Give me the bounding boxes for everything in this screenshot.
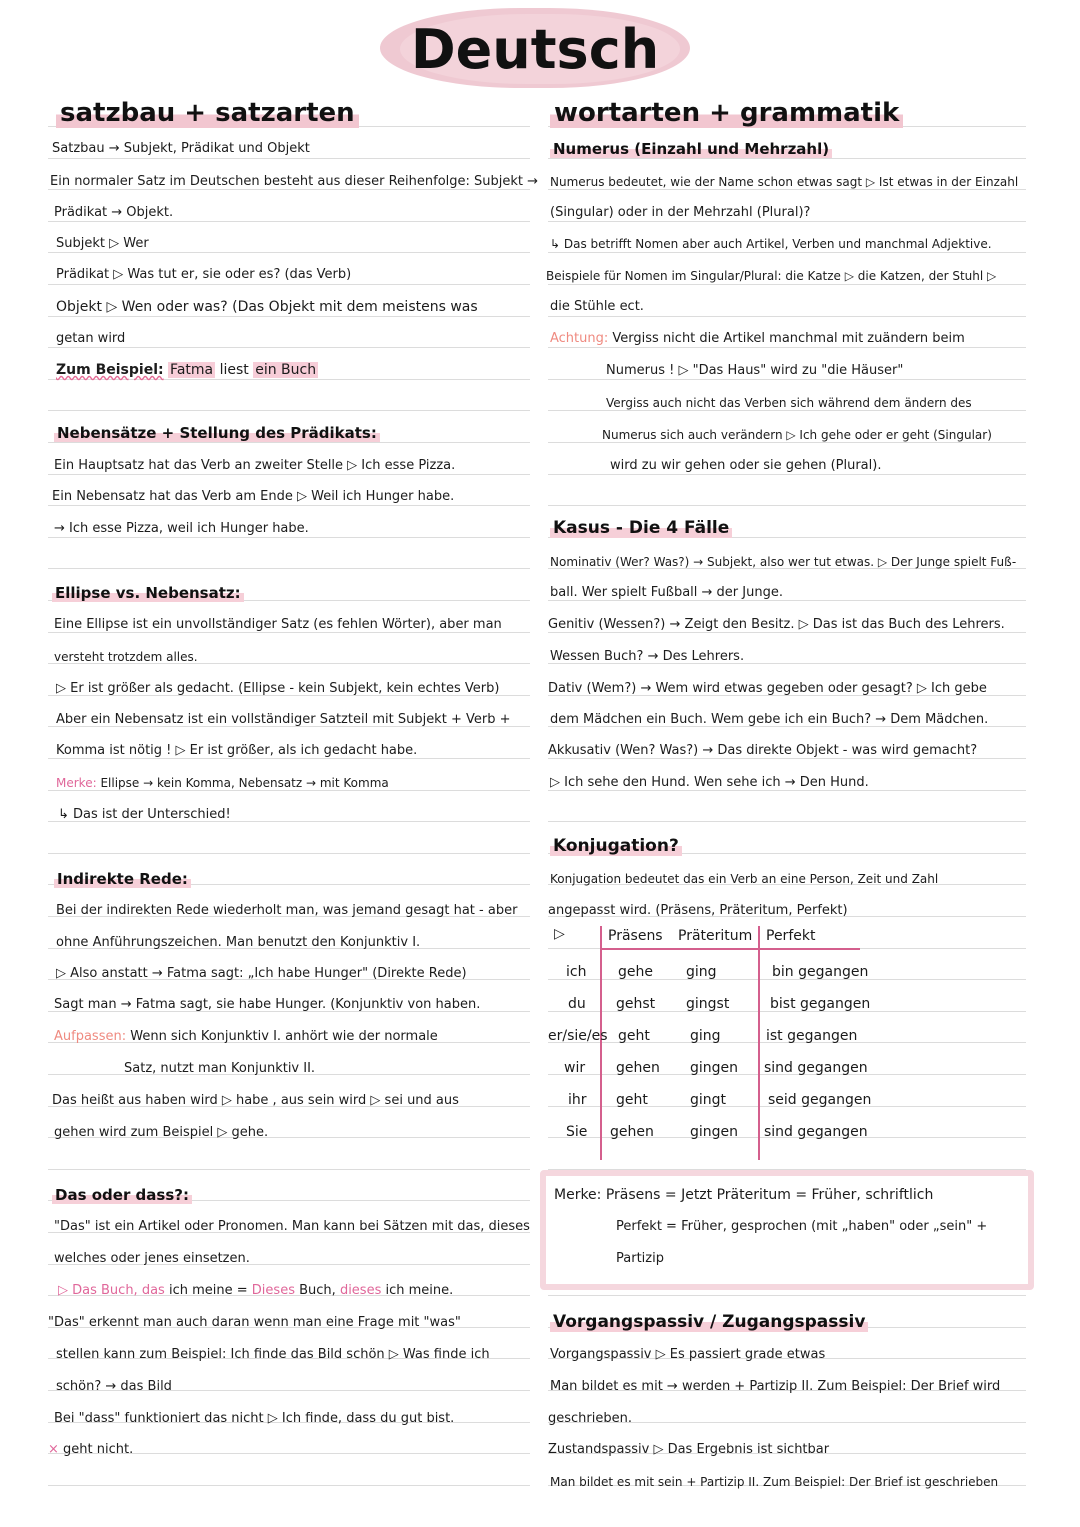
conjugation-table	[548, 926, 872, 1162]
row-praeteritum: gingt	[690, 1092, 727, 1108]
numerus-line-5: die Stühle ect.	[550, 299, 644, 314]
dass-example-a: ▷ Das Buch,	[58, 1283, 138, 1298]
ruled-line	[48, 316, 530, 317]
ellipse-line-2: versteht trotzdem alles.	[54, 650, 198, 664]
numerus-line-10: wird zu wir gehen oder sie gehen (Plural).	[610, 458, 882, 473]
merke-box-line-3: Partizip	[616, 1251, 664, 1266]
merke-text: Ellipse → kein Komma, Nebensatz → mit Komma	[100, 776, 389, 790]
das-dass-line-7: Bei "dass" funktioniert das nicht ▷ Ich finde, dass du gut bist.	[54, 1411, 455, 1426]
das-dass-title: Das oder dass?:	[52, 1186, 192, 1204]
ruled-line	[48, 568, 530, 569]
table-header-rule	[600, 948, 860, 950]
kasus-title: Kasus - Die 4 Fälle	[550, 518, 732, 538]
das-dass-line-3	[58, 1282, 453, 1300]
table-corner-triangle: ▷	[554, 926, 565, 942]
passiv-title: Vorgangspassiv / Zugangspassiv	[550, 1312, 868, 1332]
indirekte-line-2: ohne Anführungszeichen. Man benutzt den Konjunktiv I.	[56, 935, 421, 950]
table-header-praesens: Präsens	[608, 928, 663, 944]
row-person: du	[568, 996, 586, 1012]
ruled-line	[548, 1295, 1026, 1296]
row-person: ich	[566, 964, 587, 980]
kasus-line-7: Akkusativ (Wen? Was?) → Das direkte Objekt - was wird gemacht?	[548, 743, 978, 758]
ellipse-line-4: Aber ein Nebensatz ist ein vollständiger Satzteil mit Subjekt + Verb +	[56, 712, 511, 727]
ellipse-line-3: ▷ Er ist größer als gedacht. (Ellipse - kein Subjekt, kein echtes Verb)	[56, 681, 500, 696]
example-label: Zum Beispiel:	[56, 362, 164, 378]
cross-icon: ×	[48, 1442, 59, 1457]
row-person: Sie	[566, 1124, 588, 1140]
table-header-praeteritum: Präteritum	[678, 928, 753, 944]
numerus-line-4: Beispiele für Nomen im Singular/Plural: die Katze ▷ die Katzen, der Stuhl ▷	[546, 269, 997, 283]
dass-example-e: Buch,	[299, 1283, 336, 1298]
achtung-label: Achtung:	[550, 331, 609, 346]
merke-box-line-1	[554, 1186, 933, 1204]
left-column-heading: satzbau + satzarten	[56, 98, 359, 128]
nebensaetze-title: Nebensätze + Stellung des Prädikats:	[54, 424, 380, 442]
nebensaetze-line-3: → Ich esse Pizza, weil ich Hunger habe.	[54, 521, 309, 536]
ruled-line	[48, 442, 530, 443]
indirekte-line-6: Satz, nutzt man Konjunktiv II.	[124, 1061, 316, 1076]
passiv-line-5: Man bildet es mit sein + Partizip II. Zum Beispiel: Der Brief ist geschrieben	[550, 1475, 999, 1489]
numerus-line-3: ↳ Das betrifft Nomen aber auch Artikel, Verben und manchmal Adjektive.	[550, 237, 992, 251]
ruled-line	[48, 284, 530, 285]
row-perfekt: sind gegangen	[764, 1124, 868, 1140]
ellipse-title: Ellipse vs. Nebensatz:	[52, 584, 244, 602]
table-vertical-rule-2	[758, 926, 760, 1160]
satzbau-line-6: Objekt ▷ Wen oder was? (Das Objekt mit dem meistens was	[56, 299, 478, 315]
kasus-line-1: Nominativ (Wer? Was?) → Subjekt, also wer tut etwas. ▷ Der Junge spielt Fuß-	[550, 555, 1017, 569]
das-dass-line-1: "Das" ist ein Artikel oder Pronomen. Man kann bei Sätzen mit das, dieses	[54, 1219, 530, 1234]
row-praesens: gehe	[618, 964, 653, 980]
merke-box-line-2: Perfekt = Früher, gesprochen (mit „haben" oder „sein" +	[616, 1219, 988, 1234]
row-perfekt: sind gegangen	[764, 1060, 868, 1076]
das-dass-line-4: "Das" erkennt man auch daran wenn man eine Frage mit "was"	[48, 1315, 461, 1330]
row-praesens: geht	[618, 1028, 650, 1044]
kasus-line-4: Wessen Buch? → Des Lehrers.	[550, 649, 745, 664]
right-column-heading: wortarten + grammatik	[550, 98, 903, 128]
ruled-line	[48, 158, 530, 159]
satzbau-line-5: Prädikat ▷ Was tut er, sie oder es? (das Verb)	[56, 267, 352, 282]
satzbau-line-4: Subjekt ▷ Wer	[56, 236, 149, 251]
kasus-line-2: ball. Wer spielt Fußball → der Junge.	[550, 585, 783, 600]
das-dass-line-2: welches oder jenes einsetzen.	[54, 1251, 250, 1266]
satzbau-line-2: Ein normaler Satz im Deutschen besteht aus dieser Reihenfolge: Subjekt →	[50, 174, 539, 189]
row-praesens: gehen	[616, 1060, 660, 1076]
dass-example-c: ich meine =	[168, 1283, 248, 1298]
konjugation-line-2: angepasst wird. (Präsens, Präteritum, Perfekt)	[548, 903, 848, 918]
example-subject: Fatma	[170, 362, 214, 378]
satzbau-line-7: getan wird	[56, 331, 126, 346]
numerus-line-2: (Singular) oder in der Mehrzahl (Plural)?	[550, 205, 811, 220]
indirekte-line-3: ▷ Also anstatt → Fatma sagt: „Ich habe Hunger" (Direkte Rede)	[56, 966, 467, 981]
row-praesens: gehen	[610, 1124, 654, 1140]
row-perfekt: bin gegangen	[772, 964, 869, 980]
row-praeteritum: gingen	[690, 1124, 739, 1140]
dass-example-f: dieses	[339, 1283, 382, 1298]
satzbau-line-3: Prädikat → Objekt.	[54, 205, 174, 220]
das-dass-line-5: stellen kann zum Beispiel: Ich finde das Bild schön ▷ Was finde ich	[56, 1347, 490, 1362]
row-perfekt: seid gegangen	[768, 1092, 872, 1108]
ellipse-line-1: Eine Ellipse ist ein unvollständiger Satz (es fehlen Wörter), aber man	[54, 617, 502, 632]
indirekte-line-1: Bei der indirekten Rede wiederholt man, was jemand gesagt hat - aber	[56, 903, 518, 918]
row-person: er/sie/es	[548, 1028, 608, 1044]
kasus-line-3: Genitiv (Wessen?) → Zeigt den Besitz. ▷ Das ist das Buch des Lehrers.	[548, 617, 1005, 632]
row-praeteritum: ging	[686, 964, 717, 980]
page-title: Deutsch	[410, 18, 660, 81]
numerus-achtung	[550, 330, 965, 348]
row-praesens: geht	[616, 1092, 648, 1108]
passiv-line-2: Man bildet es mit → werden + Partizip II. Zum Beispiel: Der Brief wird	[550, 1379, 1001, 1394]
ruled-line	[548, 158, 1026, 159]
row-praeteritum: ging	[690, 1028, 721, 1044]
ruled-line	[48, 1169, 530, 1170]
row-praeteritum: gingen	[690, 1060, 739, 1076]
das-dass-line-8-text: geht nicht.	[63, 1442, 134, 1457]
dass-example-d: Dieses	[251, 1283, 295, 1298]
ellipse-line-5: Komma ist nötig ! ▷ Er ist größer, als ich gedacht habe.	[56, 743, 418, 758]
nebensaetze-line-2: Ein Nebensatz hat das Verb am Ende ▷ Weil ich Hunger habe.	[52, 489, 455, 504]
konjugation-line-1: Konjugation bedeutet das ein Verb an eine Person, Zeit und Zahl	[550, 872, 939, 886]
das-dass-line-6: schön? → das Bild	[56, 1379, 172, 1394]
passiv-line-4: Zustandspassiv ▷ Das Ergebnis ist sichtbar	[548, 1442, 830, 1457]
kasus-line-5: Dativ (Wem?) → Wem wird etwas gegeben oder gesagt? ▷ Ich gebe	[548, 681, 987, 696]
ruled-line	[48, 410, 530, 411]
achtung-text: Vergiss nicht die Artikel manchmal mit zuändern beim	[612, 331, 965, 346]
numerus-line-1: Numerus bedeutet, wie der Name schon etwas sagt ▷ Ist etwas in der Einzahl	[550, 175, 1019, 189]
ellipse-line-7: ↳ Das ist der Unterschied!	[58, 807, 231, 822]
row-perfekt: bist gegangen	[770, 996, 871, 1012]
example-object: ein Buch	[255, 362, 317, 378]
ruled-line	[48, 379, 530, 380]
passiv-line-1: Vorgangspassiv ▷ Es passiert grade etwas	[550, 1347, 826, 1362]
table-header-perfekt: Perfekt	[766, 928, 816, 944]
row-praesens: gehst	[616, 996, 656, 1012]
example-verb: liest	[219, 362, 249, 378]
ruled-line	[548, 821, 1026, 822]
indirekte-aufpassen	[54, 1028, 438, 1046]
numerus-title: Numerus (Einzahl und Mehrzahl)	[550, 140, 832, 158]
merke-label: Merke:	[56, 776, 97, 790]
dass-example-b: das	[141, 1283, 165, 1298]
row-person: ihr	[568, 1092, 587, 1108]
aufpassen-text: Wenn sich Konjunktiv I. anhört wie der normale	[130, 1029, 438, 1044]
merke-box-text-1: Präsens = Jetzt Präteritum = Früher, schriftlich	[605, 1187, 934, 1203]
kasus-line-6: dem Mädchen ein Buch. Wem gebe ich ein Buch? → Dem Mädchen.	[550, 712, 989, 727]
indirekte-rede-title: Indirekte Rede:	[54, 870, 191, 888]
ruled-line	[548, 505, 1026, 506]
nebensaetze-line-1: Ein Hauptsatz hat das Verb an zweiter Stelle ▷ Ich esse Pizza.	[54, 458, 456, 473]
ellipse-merke	[56, 774, 389, 792]
dass-example-g: ich meine.	[385, 1283, 454, 1298]
konjugation-title: Konjugation?	[550, 836, 682, 856]
ruled-line	[48, 853, 530, 854]
kasus-line-8: ▷ Ich sehe den Hund. Wen sehe ich → Den Hund.	[550, 775, 869, 790]
numerus-line-8: Vergiss auch nicht das Verben sich während dem ändern des	[606, 396, 972, 410]
indirekte-line-8: gehen wird zum Beispiel ▷ gehe.	[54, 1125, 269, 1140]
satzbau-example	[56, 361, 318, 379]
indirekte-line-4: Sagt man → Fatma sagt, sie habe Hunger. (Konjunktiv von haben.	[54, 997, 481, 1012]
title-area	[380, 8, 690, 88]
ruled-line	[48, 1485, 530, 1486]
row-praeteritum: gingst	[686, 996, 730, 1012]
das-dass-line-8	[48, 1441, 133, 1459]
row-person: wir	[564, 1060, 586, 1076]
merke-box-label: Merke:	[554, 1187, 602, 1203]
satzbau-line-1: Satzbau → Subjekt, Prädikat und Objekt	[52, 141, 310, 156]
numerus-line-7: Numerus ! ▷ "Das Haus" wird zu "die Häuser"	[606, 363, 904, 378]
passiv-line-3: geschrieben.	[548, 1411, 632, 1426]
aufpassen-label: Aufpassen:	[54, 1029, 127, 1044]
row-perfekt: ist gegangen	[766, 1028, 858, 1044]
ruled-line	[548, 316, 1026, 317]
numerus-line-9: Numerus sich auch verändern ▷ Ich gehe oder er geht (Singular)	[602, 428, 992, 442]
indirekte-line-7: Das heißt aus haben wird ▷ habe , aus sein wird ▷ sei und aus	[52, 1093, 459, 1108]
